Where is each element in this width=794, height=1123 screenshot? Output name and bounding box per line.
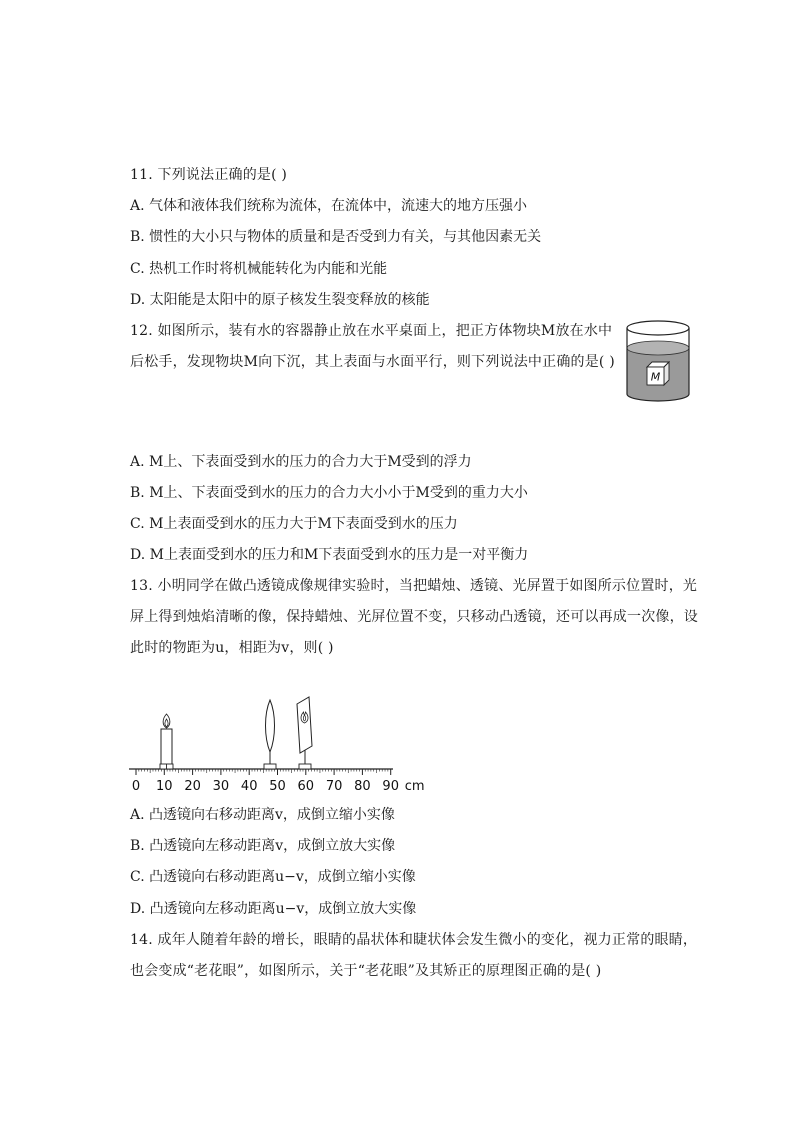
q14-stem-line-1: 14. 成年人随着年龄的增长，眼睛的晶状体和睫状体会发生微小的变化，视力正常的眼睛， <box>130 932 698 948</box>
q13-stem-line-1: 13. 小明同学在做凸透镜成像规律实验时，当把蜡烛、透镜、光屏置于如图所示位置时，光 <box>130 578 698 594</box>
q12-container-figure <box>620 318 696 414</box>
q13-stem-line-3: 此时的物距为u，相距为v，则( ) <box>130 640 334 656</box>
ruler-label: 0 <box>131 779 141 794</box>
q11-stem: 11. 下列说法正确的是( ) <box>130 167 288 183</box>
q12-option-d: D. M上表面受到水的压力和M下表面受到水的压力是一对平衡力 <box>130 547 529 563</box>
ruler-label: 20 <box>184 779 201 794</box>
ruler-label: 90 <box>382 779 399 794</box>
q11-option-a: A. 气体和液体我们统称为流体，在流体中，流速大的地方压强小 <box>130 198 528 214</box>
ruler-label: 10 <box>156 779 173 794</box>
q13-option-a: A. 凸透镜向右移动距离v，成倒立缩小实像 <box>130 807 395 823</box>
q12-stem-line-1: 12. 如图所示，装有水的容器静止放在水平桌面上，把正方体物块M放在水中 <box>130 323 613 339</box>
q13-option-b: B. 凸透镜向左移动距离v，成倒立放大实像 <box>130 838 396 854</box>
q12-option-a: A. M上、下表面受到水的压力的合力大于M受到的浮力 <box>130 454 472 470</box>
ruler-label: 70 <box>325 779 343 794</box>
q13-stem-line-2: 屏上得到烛焰清晰的像，保持蜡烛、光屏位置不变，只移动凸透镜，还可以再成一次像，设 <box>130 609 698 625</box>
candle <box>160 714 173 769</box>
cube-m <box>647 362 669 385</box>
q13-option-c: C. 凸透镜向右移动距离u−v，成倒立缩小实像 <box>130 869 416 885</box>
q12-option-b: B. M上、下表面受到水的压力的合力大小小于M受到的重力大小 <box>130 485 528 501</box>
q11-option-b: B. 惯性的大小只与物体的质量和是否受到力有关，与其他因素无关 <box>130 229 542 245</box>
ruler-label: 60 <box>297 779 315 794</box>
q11-option-d: D. 太阳能是太阳中的原子核发生裂变释放的核能 <box>130 292 430 308</box>
q13-optical-bench-figure <box>125 692 425 796</box>
q11-option-c: C. 热机工作时将机械能转化为内能和光能 <box>130 261 388 277</box>
ruler-label: 50 <box>269 779 286 794</box>
q14-stem-line-2: 也会变成“老花眼”，如图所示，关于“老花眼”及其矫正的原理图正确的是( ) <box>130 963 602 979</box>
light-screen <box>297 697 312 769</box>
convex-lens <box>264 700 276 769</box>
ruler-label: 40 <box>240 779 258 794</box>
q12-option-c: C. M上表面受到水的压力大于M下表面受到水的压力 <box>130 516 458 532</box>
q12-stem-line-2: 后松手，发现物块M向下沉，其上表面与水面平行，则下列说法中正确的是( ) <box>130 354 615 370</box>
ruler-label: 80 <box>354 779 371 794</box>
ruler-label: 30 <box>212 779 230 794</box>
q13-option-d: D. 凸透镜向左移动距离u−v，成倒立放大实像 <box>130 901 417 917</box>
cube-label: M <box>650 370 661 384</box>
ruler-unit: cm <box>404 779 425 794</box>
